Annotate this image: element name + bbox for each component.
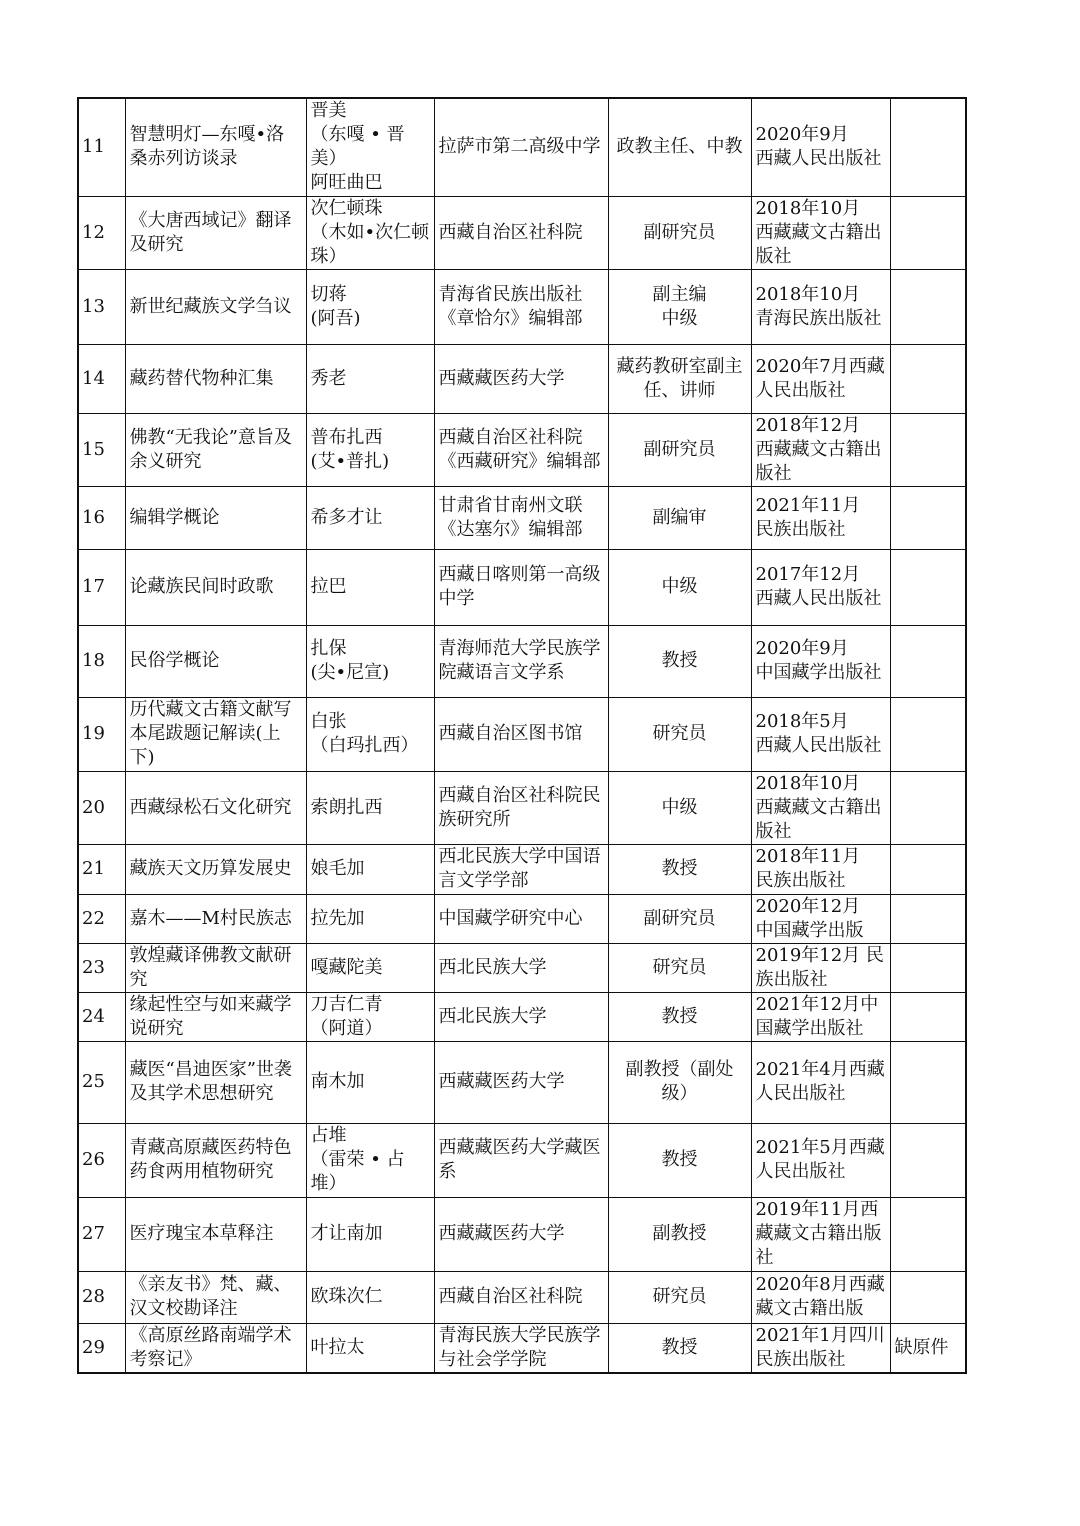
publication-info: 2021年1月四川民族出版社	[755, 1324, 885, 1370]
book-title-cell	[125, 196, 306, 269]
job-title-cell	[608, 1271, 751, 1323]
institution: 西北民族大学中国语言文学学部	[438, 846, 601, 891]
job-title-cell	[608, 98, 751, 196]
job-title-cell	[608, 894, 751, 943]
author-name: 希多才让	[310, 506, 383, 528]
row-number-cell	[78, 844, 125, 894]
author-name-cell	[306, 486, 434, 549]
institution: 西北民族大学	[438, 1005, 547, 1027]
institution: 西藏自治区图书馆	[438, 723, 583, 744]
remark-cell	[890, 992, 966, 1041]
publication-info: 2018年10月 西藏藏文古籍出版社	[755, 772, 882, 842]
book-title: 藏药替代物种汇集	[129, 367, 274, 389]
book-title-cell	[125, 943, 306, 992]
institution-cell	[434, 1041, 608, 1123]
remark-cell	[890, 1041, 966, 1123]
institution-cell	[434, 697, 608, 771]
row-number-cell	[78, 894, 125, 943]
table-row	[78, 1197, 966, 1271]
row-number-cell	[78, 549, 125, 625]
remark-cell	[890, 196, 966, 269]
author-name: 拉巴	[310, 576, 347, 597]
institution-cell	[434, 196, 608, 269]
remark-cell	[890, 943, 966, 992]
publication-info-cell	[751, 98, 890, 196]
job-title: 政教主任、中教	[616, 136, 743, 158]
row-number-cell	[78, 269, 125, 344]
table-row	[78, 269, 966, 344]
row-number: 15	[82, 438, 105, 460]
institution: 西北民族大学	[438, 956, 547, 978]
row-number: 24	[82, 1005, 105, 1027]
author-name: 刀吉仁青 （阿道）	[310, 993, 383, 1039]
author-name-cell	[306, 413, 434, 486]
job-title: 中级	[661, 796, 698, 818]
row-number: 11	[82, 136, 105, 158]
institution-cell	[434, 1323, 608, 1373]
row-number: 17	[82, 576, 105, 597]
row-number-cell	[78, 1123, 125, 1197]
job-title: 副教授（副处级）	[625, 1059, 734, 1104]
institution: 拉萨市第二高级中学	[438, 136, 601, 158]
job-title-cell	[608, 1323, 751, 1373]
remark-cell	[890, 894, 966, 943]
publication-info-cell	[751, 413, 890, 486]
author-name-cell	[306, 1323, 434, 1373]
book-title-cell	[125, 771, 306, 844]
publication-info-cell	[751, 894, 890, 943]
author-name: 索朗扎西	[310, 796, 383, 818]
job-title-cell	[608, 1041, 751, 1123]
institution-cell	[434, 486, 608, 549]
table-row	[78, 943, 966, 992]
book-title: 敦煌藏译佛教文献研究	[129, 944, 292, 990]
book-title: 青藏高原藏医药特色药食两用植物研究	[129, 1137, 292, 1182]
institution: 西藏自治区社科院	[438, 221, 583, 243]
author-name: 才让南加	[310, 1223, 383, 1244]
book-title-cell	[125, 1123, 306, 1197]
job-title-cell	[608, 992, 751, 1041]
table-row	[78, 344, 966, 413]
book-title-cell	[125, 344, 306, 413]
institution: 中国藏学研究中心	[438, 907, 583, 929]
row-number: 22	[82, 907, 105, 929]
job-title-cell	[608, 344, 751, 413]
job-title-cell	[608, 196, 751, 269]
remark-cell	[890, 413, 966, 486]
institution-cell	[434, 1271, 608, 1323]
job-title-cell	[608, 697, 751, 771]
author-name-cell	[306, 992, 434, 1041]
row-number: 29	[82, 1336, 105, 1358]
author-name-cell	[306, 269, 434, 344]
book-title-cell	[125, 1041, 306, 1123]
row-number-cell	[78, 625, 125, 697]
author-name-cell	[306, 771, 434, 844]
remark-cell	[890, 697, 966, 771]
remark-cell	[890, 1123, 966, 1197]
remark-cell	[890, 1197, 966, 1271]
institution-cell	[434, 992, 608, 1041]
row-number: 12	[82, 221, 105, 243]
book-title: 智慧明灯—东嘎•洛桑赤列访谈录	[129, 124, 285, 170]
publication-info: 2021年5月西藏人民出版社	[755, 1137, 885, 1182]
row-number: 27	[82, 1223, 105, 1244]
remark-cell	[890, 625, 966, 697]
author-name: 叶拉太	[310, 1336, 365, 1358]
author-name: 娘毛加	[310, 858, 365, 879]
table-row	[78, 98, 966, 196]
table-row	[78, 413, 966, 486]
author-name-cell	[306, 894, 434, 943]
row-number: 19	[82, 723, 105, 744]
publication-info-cell	[751, 486, 890, 549]
institution-cell	[434, 413, 608, 486]
publication-info-cell	[751, 625, 890, 697]
row-number: 18	[82, 650, 105, 671]
book-title: 《亲友书》梵、藏、汉文校勘译注	[129, 1274, 292, 1319]
book-title-cell	[125, 269, 306, 344]
institution: 青海民族大学民族学与社会学学院	[438, 1324, 601, 1370]
author-name: 拉先加	[310, 907, 365, 929]
award-list-table	[77, 97, 967, 1374]
job-title-cell	[608, 413, 751, 486]
remark-cell	[890, 98, 966, 196]
job-title: 藏药教研室副主任、讲师	[616, 355, 743, 401]
row-number: 28	[82, 1286, 105, 1307]
table-row	[78, 625, 966, 697]
publication-info-cell	[751, 844, 890, 894]
publication-info-cell	[751, 1271, 890, 1323]
publication-info-cell	[751, 1323, 890, 1373]
publication-info-cell	[751, 992, 890, 1041]
job-title: 中级	[661, 576, 698, 597]
institution-cell	[434, 894, 608, 943]
job-title: 副教授	[652, 1223, 707, 1244]
row-number: 26	[82, 1149, 105, 1170]
author-name: 秀老	[310, 367, 347, 389]
author-name-cell	[306, 1271, 434, 1323]
institution: 西藏藏医药大学	[438, 367, 565, 389]
author-name-cell	[306, 196, 434, 269]
table-row	[78, 1323, 966, 1373]
table-row	[78, 486, 966, 549]
job-title-cell	[608, 844, 751, 894]
row-number: 13	[82, 295, 105, 317]
job-title-cell	[608, 549, 751, 625]
institution: 西藏藏医药大学藏医系	[438, 1137, 601, 1182]
row-number-cell	[78, 771, 125, 844]
institution-cell	[434, 1197, 608, 1271]
publication-info: 2018年11月 民族出版社	[755, 846, 861, 891]
table-row	[78, 1271, 966, 1323]
institution: 青海省民族出版社《章恰尔》编辑部	[438, 283, 583, 329]
institution: 甘肃省甘南州文联《达塞尔》编辑部	[438, 494, 583, 540]
institution: 西藏自治区社科院	[438, 1286, 583, 1307]
job-title: 教授	[661, 1149, 698, 1170]
table-row	[78, 894, 966, 943]
institution: 西藏藏医药大学	[438, 1223, 565, 1244]
book-title: 藏族天文历算发展史	[129, 858, 292, 879]
author-name-cell	[306, 844, 434, 894]
institution: 西藏藏医药大学	[438, 1071, 565, 1092]
publication-info: 2018年10月 西藏藏文古籍出版社	[755, 197, 882, 267]
row-number-cell	[78, 98, 125, 196]
job-title: 教授	[661, 1005, 698, 1027]
book-title: 藏医“昌迪医家”世袭及其学术思想研究	[129, 1059, 292, 1104]
publication-info: 2020年9月 西藏人民出版社	[755, 124, 882, 170]
job-title-cell	[608, 943, 751, 992]
row-number-cell	[78, 943, 125, 992]
table-row	[78, 992, 966, 1041]
author-name: 南木加	[310, 1071, 365, 1092]
table-row	[78, 844, 966, 894]
job-title-cell	[608, 771, 751, 844]
book-title-cell	[125, 1323, 306, 1373]
table-row	[78, 771, 966, 844]
job-title: 副研究员	[643, 221, 716, 243]
publication-info-cell	[751, 1123, 890, 1197]
table-row	[78, 549, 966, 625]
institution-cell	[434, 269, 608, 344]
publication-info-cell	[751, 1041, 890, 1123]
row-number-cell	[78, 486, 125, 549]
job-title: 研究员	[652, 723, 707, 744]
publication-info-cell	[751, 549, 890, 625]
job-title: 研究员	[652, 956, 707, 978]
author-name: 普布扎西 (艾•普扎)	[310, 426, 390, 472]
author-name-cell	[306, 1123, 434, 1197]
publication-info: 2020年7月西藏人民出版社	[755, 355, 885, 401]
institution-cell	[434, 98, 608, 196]
job-title-cell	[608, 1123, 751, 1197]
publication-info: 2019年12月 民族出版社	[755, 944, 884, 990]
author-name: 嘎藏陀美	[310, 956, 383, 978]
publication-info-cell	[751, 269, 890, 344]
publication-info: 2021年11月 民族出版社	[755, 494, 861, 540]
institution-cell	[434, 344, 608, 413]
author-name-cell	[306, 344, 434, 413]
remark-cell	[890, 486, 966, 549]
row-number-cell	[78, 413, 125, 486]
job-title: 教授	[661, 1336, 698, 1358]
book-title: 民俗学概论	[129, 650, 220, 671]
institution-cell	[434, 625, 608, 697]
job-title: 教授	[661, 858, 698, 879]
publication-info: 2018年5月 西藏人民出版社	[755, 711, 882, 756]
institution: 青海师范大学民族学院藏语言文学系	[438, 638, 601, 683]
book-title-cell	[125, 625, 306, 697]
book-title: 《大唐西域记》翻译及研究	[129, 209, 292, 255]
job-title-cell	[608, 486, 751, 549]
institution-cell	[434, 771, 608, 844]
table-row	[78, 1041, 966, 1123]
publication-info-cell	[751, 196, 890, 269]
job-title: 副编审	[652, 506, 707, 528]
row-number: 14	[82, 367, 105, 389]
row-number-cell	[78, 697, 125, 771]
publication-info-cell	[751, 943, 890, 992]
row-number-cell	[78, 196, 125, 269]
book-title-cell	[125, 697, 306, 771]
publication-info: 2020年9月 中国藏学出版社	[755, 638, 882, 683]
author-name: 切蒋 (阿吾)	[310, 283, 361, 329]
author-name-cell	[306, 625, 434, 697]
publication-info-cell	[751, 344, 890, 413]
table-row	[78, 1123, 966, 1197]
publication-info: 2020年8月西藏藏文古籍出版	[755, 1274, 885, 1319]
institution-cell	[434, 1123, 608, 1197]
row-number-cell	[78, 1271, 125, 1323]
book-title-cell	[125, 844, 306, 894]
row-number-cell	[78, 1323, 125, 1373]
remark-cell	[890, 844, 966, 894]
publication-info: 2018年12月 西藏藏文古籍出版社	[755, 414, 882, 484]
author-name-cell	[306, 549, 434, 625]
job-title-cell	[608, 625, 751, 697]
book-title-cell	[125, 992, 306, 1041]
book-title: 医疗瑰宝本草释注	[129, 1223, 274, 1244]
job-title-cell	[608, 269, 751, 344]
remark-cell	[890, 549, 966, 625]
author-name: 次仁顿珠 （木如•次仁顿珠）	[310, 197, 430, 267]
remark-cell	[890, 344, 966, 413]
book-title-cell	[125, 486, 306, 549]
author-name: 占堆 （雷荣 • 占堆）	[310, 1125, 405, 1194]
row-number: 21	[82, 858, 105, 879]
job-title: 副主编 中级	[652, 283, 707, 329]
row-number-cell	[78, 344, 125, 413]
book-title-cell	[125, 1271, 306, 1323]
remark-cell	[890, 1323, 966, 1373]
book-title: 缘起性空与如来藏学说研究	[129, 993, 292, 1039]
institution: 西藏自治区社科院《西藏研究》编辑部	[438, 426, 601, 472]
institution-cell	[434, 844, 608, 894]
book-title-cell	[125, 549, 306, 625]
job-title-cell	[608, 1197, 751, 1271]
author-name-cell	[306, 1041, 434, 1123]
job-title: 副研究员	[643, 438, 716, 460]
author-name-cell	[306, 1197, 434, 1271]
publication-info-cell	[751, 1197, 890, 1271]
publication-info: 2018年10月 青海民族出版社	[755, 283, 882, 329]
book-title: 历代藏文古籍文献写本尾跋题记解读(上下)	[129, 699, 292, 768]
remark-cell	[890, 1271, 966, 1323]
book-title: 佛教“无我论”意旨及余义研究	[129, 426, 292, 472]
publication-info: 2019年11月西藏藏文古籍出版社	[755, 1199, 882, 1268]
job-title: 研究员	[652, 1286, 707, 1307]
publication-info: 2021年4月西藏人民出版社	[755, 1059, 885, 1104]
row-number: 20	[82, 796, 105, 818]
job-title: 教授	[661, 650, 698, 671]
book-title-cell	[125, 1197, 306, 1271]
book-title-cell	[125, 98, 306, 196]
institution-cell	[434, 943, 608, 992]
book-title: 编辑学概论	[129, 506, 220, 528]
publication-info-cell	[751, 771, 890, 844]
institution: 西藏自治区社科院民族研究所	[438, 784, 601, 830]
book-title-cell	[125, 894, 306, 943]
book-title: 西藏绿松石文化研究	[129, 796, 292, 818]
job-title: 副研究员	[643, 907, 716, 929]
row-number-cell	[78, 1197, 125, 1271]
publication-info: 2021年12月中国藏学出版社	[755, 993, 879, 1039]
publication-info-cell	[751, 697, 890, 771]
author-name: 扎保 (尖•尼宣)	[310, 638, 390, 683]
author-name: 欧珠次仁	[310, 1286, 383, 1307]
row-number: 25	[82, 1071, 105, 1092]
author-name-cell	[306, 697, 434, 771]
book-title: 《高原丝路南端学术考察记》	[129, 1324, 292, 1370]
book-title: 新世纪藏族文学刍议	[129, 295, 292, 317]
remark-cell	[890, 771, 966, 844]
row-number: 23	[82, 956, 105, 978]
book-title: 论藏族民间时政歌	[129, 576, 274, 597]
publication-info: 2017年12月 西藏人民出版社	[755, 564, 882, 609]
author-name: 白张 （白玛扎西）	[310, 711, 419, 756]
row-number: 16	[82, 506, 105, 528]
institution-cell	[434, 549, 608, 625]
book-title: 嘉木——M村民族志	[129, 907, 292, 929]
author-name-cell	[306, 943, 434, 992]
author-name-cell	[306, 98, 434, 196]
row-number-cell	[78, 1041, 125, 1123]
remark-cell	[890, 269, 966, 344]
table-row	[78, 697, 966, 771]
author-name: 晋美 （东嘎 • 晋美） 阿旺曲巴	[310, 100, 405, 194]
row-number-cell	[78, 992, 125, 1041]
publication-info: 2020年12月 中国藏学出版	[755, 895, 864, 941]
institution: 西藏日喀则第一高级中学	[438, 564, 601, 609]
remark: 缺原件	[894, 1336, 949, 1358]
table-row	[78, 196, 966, 269]
book-title-cell	[125, 413, 306, 486]
